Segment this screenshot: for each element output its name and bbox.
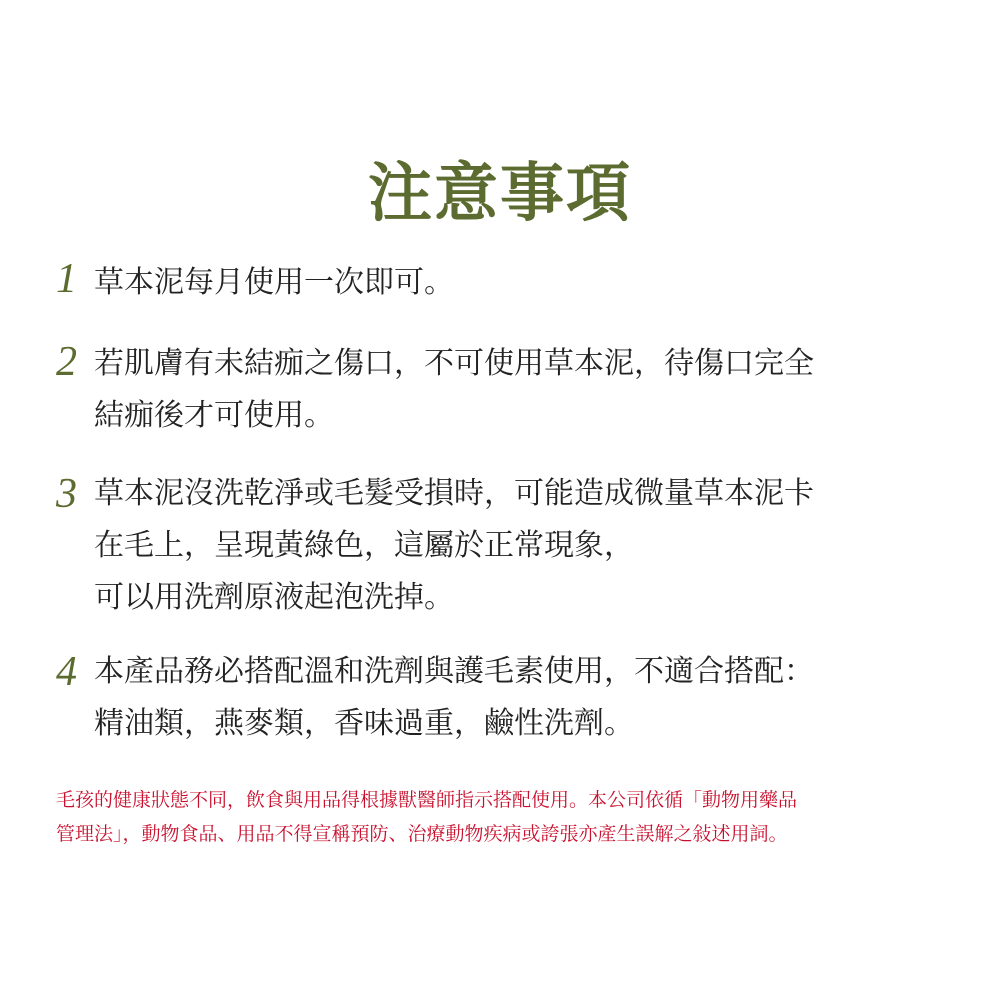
item-number: 2: [56, 339, 77, 385]
item-text-line: 若肌膚有未結痂之傷口，不可使用草本泥，待傷口完全: [94, 346, 814, 381]
notice-item-1: [56, 255, 936, 305]
item-number: 4: [56, 649, 77, 695]
item-text-line: 可以用洗劑原液起泡洗掉。: [94, 580, 454, 615]
item-text-line: 本產品務必搭配溫和洗劑與護毛素使用，不適合搭配：: [94, 654, 814, 689]
disclaimer-line: 毛孩的健康狀態不同，飲食與用品得根據獸醫師指示搭配使用。本公司依循「動物用藥品: [56, 789, 798, 811]
disclaimer-line: 管理法」，動物食品、用品不得宣稱預防、治療動物疾病或誇張亦產生誤解之敍述用詞。: [56, 823, 788, 845]
notice-item-4: [56, 648, 936, 748]
item-text-line: 草本泥每月使用一次即可。: [94, 265, 454, 300]
item-text-line: 草本泥沒洗乾淨或毛髮受損時，可能造成微量草本泥卡: [94, 476, 814, 511]
notice-item-3: [56, 470, 936, 620]
notice-item-2: [56, 338, 936, 438]
page-title: 注意事項: [368, 156, 632, 231]
item-text-line: 結痂後才可使用。: [94, 398, 334, 433]
item-number: 1: [56, 256, 77, 302]
item-text-line: 精油類，燕麥類，香味過重，鹼性洗劑。: [94, 706, 634, 741]
item-number: 3: [56, 471, 77, 517]
disclaimer: [56, 787, 946, 847]
item-text-line: 在毛上，呈現黃綠色，這屬於正常現象，: [94, 528, 634, 563]
